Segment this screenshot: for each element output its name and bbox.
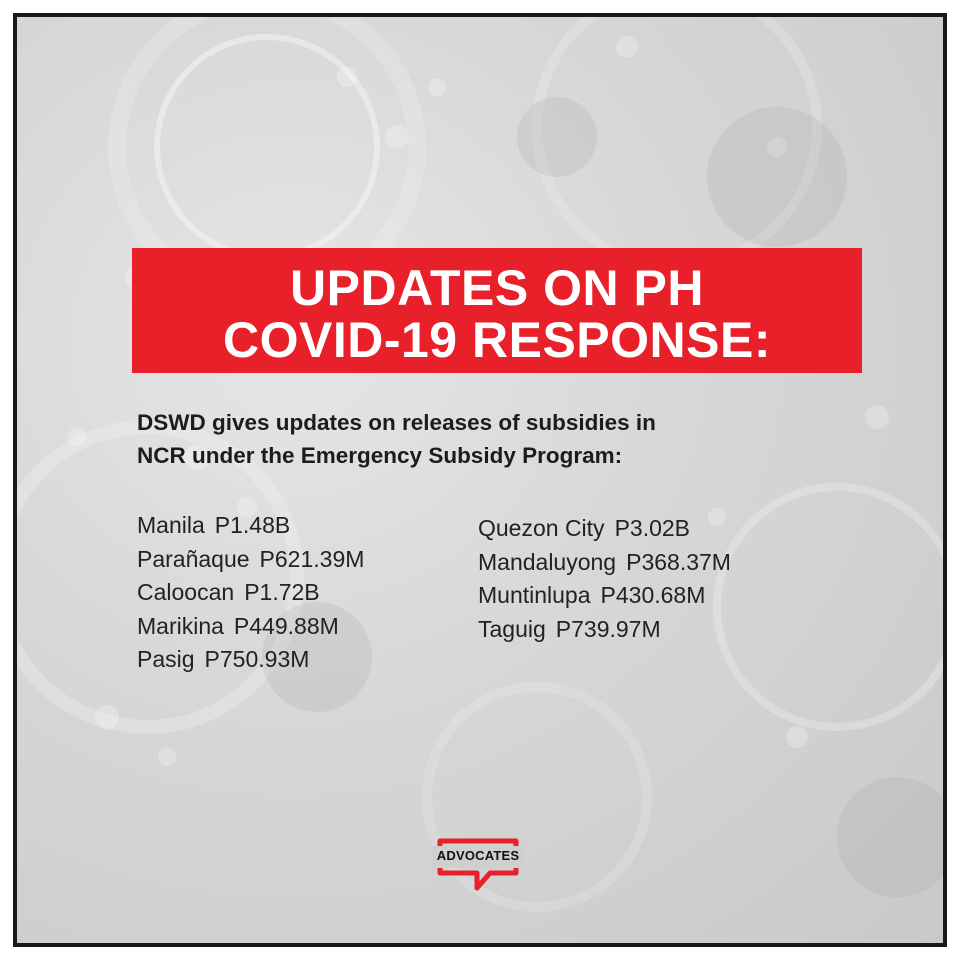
subsidy-amount: P430.68M — [600, 582, 706, 608]
subsidy-list-right — [478, 512, 731, 646]
list-item — [478, 546, 731, 580]
subtitle — [137, 406, 857, 472]
city-name: Muntinlupa — [478, 582, 591, 608]
city-name: Parañaque — [137, 545, 250, 572]
subsidy-amount: P1.48B — [214, 512, 291, 538]
subsidy-amount: P3.02B — [614, 515, 691, 541]
city-name: Manila — [137, 512, 205, 538]
list-item — [137, 610, 364, 644]
headline-line-1: UPDATES ON PH — [290, 260, 704, 316]
subsidy-amount: P449.88M — [233, 612, 339, 639]
list-item — [137, 576, 364, 610]
city-name: Taguig — [478, 615, 546, 642]
city-name: Marikina — [137, 612, 224, 639]
city-name: Pasig — [137, 646, 195, 672]
list-item — [478, 579, 731, 613]
city-name: Quezon City — [478, 515, 605, 541]
subtitle-line-1: DSWD gives updates on releases of subsidies in — [137, 410, 656, 435]
headline-banner — [132, 248, 862, 373]
subsidy-amount: P750.93M — [204, 646, 310, 672]
subtitle-line-2: NCR under the Emergency Subsidy Program: — [137, 443, 623, 468]
subsidy-amount: P739.97M — [555, 615, 661, 642]
subsidy-amount: P621.39M — [259, 545, 365, 572]
list-item — [478, 613, 731, 647]
city-name: Caloocan — [137, 579, 235, 605]
subsidy-amount: P1.72B — [244, 579, 320, 605]
subsidy-list-left — [137, 509, 364, 677]
poster-frame — [13, 13, 947, 947]
list-item — [137, 643, 364, 677]
list-item — [137, 543, 364, 577]
list-item — [478, 512, 731, 546]
subsidy-amount: P368.37M — [626, 548, 731, 575]
advocates-logo — [430, 833, 526, 893]
list-item — [137, 509, 364, 543]
virus-background-image — [17, 17, 943, 943]
logo-text: ADVOCATES — [436, 848, 520, 863]
speech-bubble-icon — [430, 833, 526, 893]
city-name: Mandaluyong — [478, 548, 617, 575]
headline-line-2: COVID-19 RESPONSE: — [222, 312, 771, 368]
